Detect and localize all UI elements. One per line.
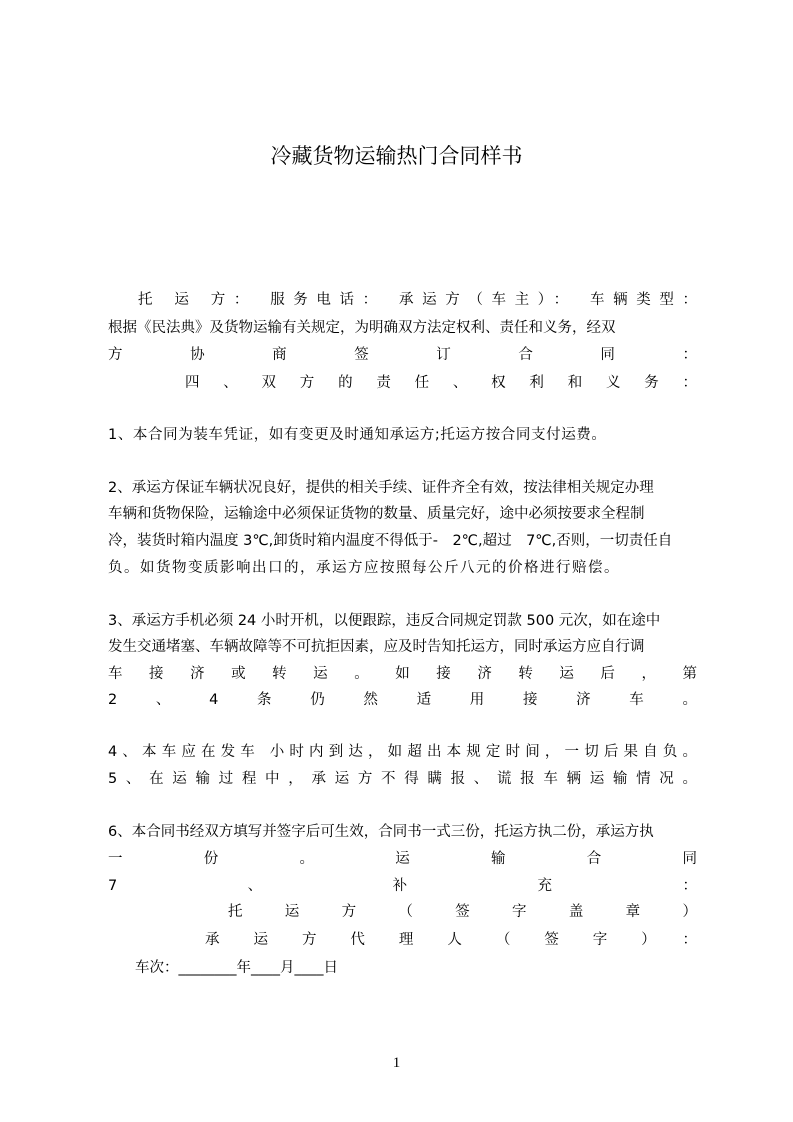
intro-line: 根据《民法典》及货物运输有关规定，为明确双方法定权利、责任和义务，经双 (108, 320, 616, 336)
document-title: 冷藏货物运输热门合同样书 (270, 144, 523, 168)
page-number: 1 (392, 1055, 401, 1071)
clause-3-line: 发生交通堵塞、车辆故障等不可抗拒因素，应及时告知托运方，同时承运方应自行调 (108, 639, 645, 655)
clause-6-line: 6、本合同书经双方填写并签字后可生效，合同书一式三份，托运方执二份，承运方执 (108, 824, 654, 840)
clause-1: 1、本合同为装车凭证，如有变更及时通知承运方;托运方按合同支付运费。 (108, 427, 607, 443)
clause-7: 7、补充： (108, 878, 697, 894)
clause-3-line: 车接济或转运。如接济转运后，第 (108, 666, 697, 682)
clause-3-line: 3、承运方手机必须 24 小时开机，以便跟踪，违反合同规定罚款 500 元次，如在途中 (108, 613, 661, 629)
shipper-signature-line: 托运方（签字盖章） (228, 904, 697, 920)
clause-4: 4、本车应在发车 小时内到达，如超出本规定时间，一切后果自负。 (108, 744, 697, 760)
clause-6-line: 一份。运输合同 (108, 851, 697, 867)
section-heading: 四、双方的责任、权利和义务： (185, 375, 697, 391)
intro-line: 方协商签订合同： (108, 347, 697, 363)
clause-2-line: 2、承运方保证车辆状况良好，提供的相关手续、证件齐全有效，按法律相关规定办理 (108, 480, 654, 496)
clause-2-line: 车辆和货物保险，运输途中必须保证货物的数量、质量完好，途中必须按要求全程制 (108, 506, 645, 522)
clause-3-line: 2、4条仍然适用接济车。 (108, 692, 697, 708)
trip-date-line: 车次：________年____月____日 (135, 960, 338, 976)
clause-2-line: 负。如货物变质影响出口的，承运方应按照每公斤八元的价格进行赔偿。 (108, 560, 620, 576)
carrier-agent-signature-line: 承运方代理人（签字）： (205, 932, 697, 948)
clause-5: 5、在运输过程中，承运方不得瞒报、谎报车辆运输情况。 (108, 771, 697, 787)
clause-2-line: 冷，装货时箱内温度 3℃,卸货时箱内温度不得低于- 2℃,超过 7℃,否则，一切责任自 (108, 533, 673, 549)
header-fields-line: 托 运 方： 服务电话： 承运方（车主）： 车辆类型： (138, 292, 697, 308)
